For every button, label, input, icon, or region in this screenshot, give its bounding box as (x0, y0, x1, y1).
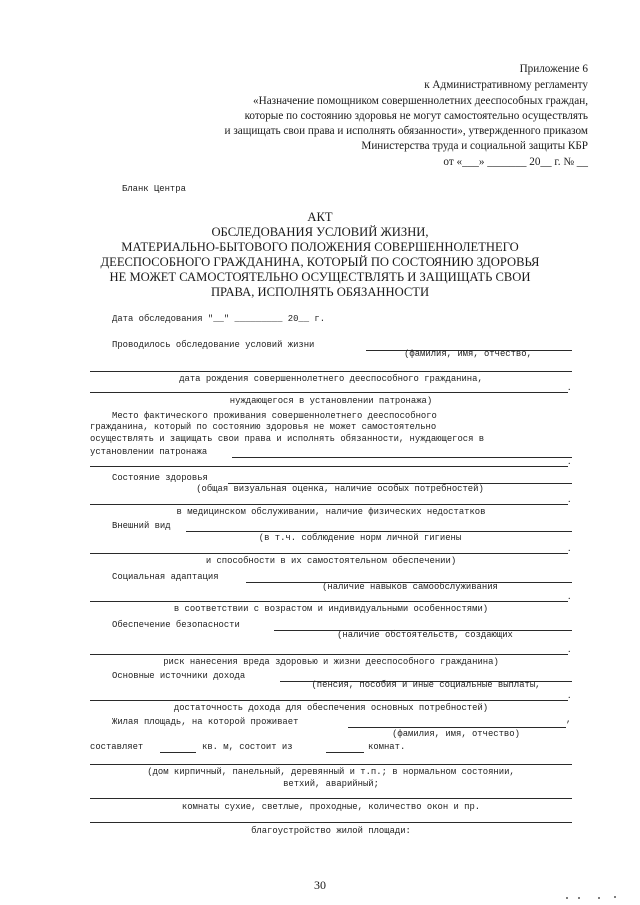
appendix-line-7: от «___» _______ 20__ г. № __ (443, 156, 588, 168)
area-label-1: составляет (90, 742, 144, 752)
medical-hint: в медицинском обслуживании, наличие физических недостатков (176, 507, 486, 517)
blank-label: Бланк Центра (122, 184, 186, 194)
area-label-3: комнат. (368, 742, 406, 752)
residence-line-3: осуществлять и защищать свои права и исполнять обязанности, нуждающегося в (90, 434, 485, 444)
amenities-fill-line[interactable] (90, 822, 572, 823)
line-end-period: . (568, 644, 571, 655)
conducted-hint: (фамилия, имя, отчество, (404, 349, 532, 359)
appearance-hint: (в т.ч. соблюдение норм личной гигиены (258, 533, 462, 543)
doc-title-line-2: ОБСЛЕДОВАНИЯ УСЛОВИЙ ЖИЗНИ, (211, 225, 429, 239)
residence-line-1: Место фактического проживания совершеннолетнего дееспособного (112, 411, 437, 421)
line-end-period: . (568, 591, 571, 602)
doc-title-line-5: НЕ МОЖЕТ САМОСТОЯТЕЛЬНО ОСУЩЕСТВЛЯТЬ И ЗАЩИЩАТЬ СВОИ (109, 270, 531, 284)
appendix-line-4: которые по состоянию здоровья не могут самостоятельно осуществлять (244, 110, 588, 122)
appendix-line-3: «Назначение помощником совершеннолетних дееспособных граждан, (253, 95, 588, 107)
line-end-period: . (568, 690, 571, 701)
age-hint: в соответствии с возрастом и индивидуальными особенностями) (173, 604, 489, 614)
line-end-period: . (568, 456, 571, 467)
fill-line-1[interactable] (90, 371, 572, 372)
appendix-line-1: Приложение 6 (519, 63, 588, 75)
needing-hint: нуждающегося в установлении патронажа) (229, 396, 433, 406)
residence-line-4: установлении патронажа (90, 447, 208, 457)
appearance-fill-line[interactable] (186, 531, 572, 532)
line-end-period: . (568, 543, 571, 554)
doc-title-line-6: ПРАВА, ИСПОЛНЯТЬ ОБЯЗАННОСТИ (210, 285, 430, 299)
health-hint: (общая визуальная оценка, наличие особых потребностей) (196, 484, 484, 494)
residence-fill-line-2[interactable] (90, 466, 568, 467)
rooms-fill-line[interactable] (90, 798, 572, 799)
appendix-line-5: и защищать свои права и исполнять обязанности», утвержденного приказом (224, 125, 588, 137)
residence-line-2: гражданина, который по состоянию здоровья не может самостоятельно (90, 422, 437, 432)
house-hint-2: ветхий, аварийный; (283, 779, 379, 789)
income-label: Основные источники дохода (112, 671, 246, 681)
selfcare-hint: и способности в их самостоятельном обеспечении) (205, 556, 457, 566)
appearance-label: Внешний вид (112, 521, 171, 531)
residence-fill-line[interactable] (232, 457, 572, 458)
rooms-count-fill[interactable] (326, 752, 364, 753)
area-sqm-fill[interactable] (160, 752, 196, 753)
safety-label: Обеспечение безопасности (112, 620, 240, 630)
amenities-hint: благоустройство жилой площади: (251, 826, 411, 836)
living-fill-line[interactable] (348, 727, 566, 728)
page-number: 30 (314, 878, 326, 892)
doc-title-act: АКТ (307, 210, 333, 224)
social-hint: (наличие навыков самообслуживания (322, 582, 498, 592)
sufficiency-hint: достаточность дохода для обеспечения основных потребностей) (173, 703, 489, 713)
inspection-date-field: Дата обследования "__" _________ 20__ г. (112, 314, 326, 324)
birth-hint: дата рождения совершеннолетнего дееспособного гражданина, (179, 374, 483, 384)
living-label: Жилая площадь, на которой проживает (112, 717, 299, 727)
scan-speck (598, 897, 600, 899)
health-label: Состояние здоровья (112, 473, 208, 483)
appendix-line-2: к Административному регламенту (424, 79, 588, 91)
safety-fill-line-2[interactable] (90, 654, 568, 655)
doc-title-line-3: МАТЕРИАЛЬНО-БЫТОВОГО ПОЛОЖЕНИЯ СОВЕРШЕННОЛЕТНЕГО (121, 240, 519, 254)
fill-line-2[interactable] (90, 392, 568, 393)
appearance-fill-line-2[interactable] (90, 553, 568, 554)
safety-hint: (наличие обстоятельств, создающих (337, 630, 513, 640)
doc-title-line-4: ДЕЕСПОСОБНОГО ГРАЖДАНИНА, КОТОРЫЙ ПО СОСТОЯНИЮ ЗДОРОВЬЯ (100, 255, 540, 269)
income-hint: (пенсия, пособия и иные социальные выплаты, (311, 680, 541, 690)
risk-hint: риск нанесения вреда здоровью и жизни дееспособного гражданина) (163, 657, 499, 667)
income-fill-line-2[interactable] (90, 700, 568, 701)
line-end-period: . (568, 494, 571, 505)
scan-speck (614, 896, 616, 898)
conducted-label: Проводилось обследование условий жизни (112, 340, 315, 350)
rooms-hint: комнаты сухие, светлые, проходные, количество окон и пр. (181, 802, 481, 812)
area-label-2: кв. м, состоит из (202, 742, 293, 752)
health-fill-line-2[interactable] (90, 504, 568, 505)
line-end-period: . (568, 382, 571, 393)
house-hint-1: (дом кирпичный, панельный, деревянный и т.п.; в нормальном состоянии, (147, 767, 515, 777)
social-label: Социальная адаптация (112, 572, 219, 582)
social-fill-line-2[interactable] (90, 601, 568, 602)
living-hint: (фамилия, имя, отчество) (392, 729, 520, 739)
house-fill-line[interactable] (90, 764, 572, 765)
living-comma: , (566, 715, 572, 725)
scan-speck (578, 897, 580, 899)
scan-speck (566, 897, 568, 899)
appendix-line-6: Министерства труда и социальной защиты КБР (361, 140, 588, 152)
